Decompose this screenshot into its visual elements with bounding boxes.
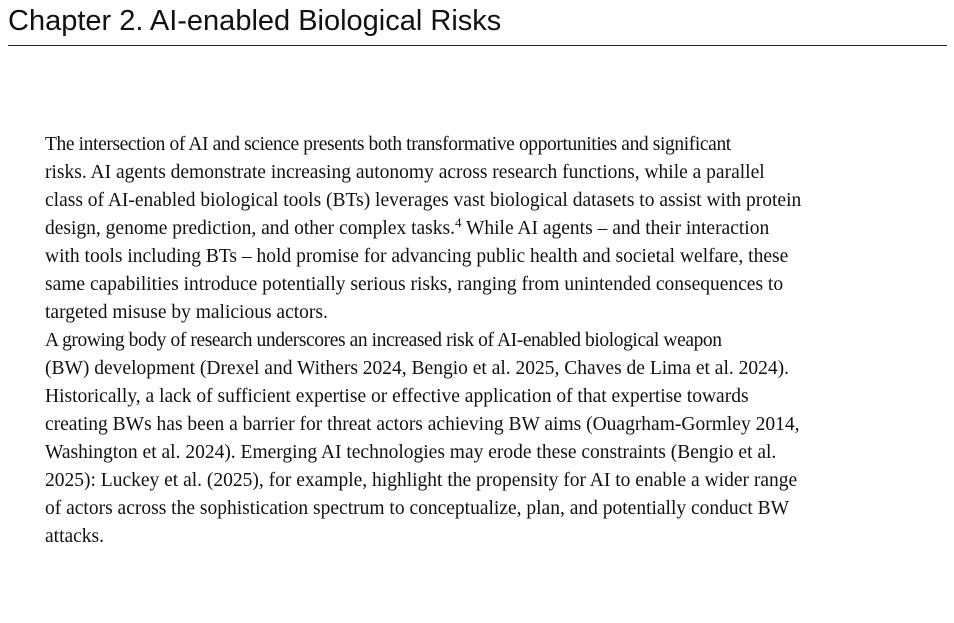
- paragraph-line: 2025): Luckey et al. (2025), for example, highlight the propensity for AI to enable a wider range: [45, 470, 798, 491]
- paragraph-line: class of AI-enabled biological tools (BTs) leverages vast biological datasets to assist with protein: [45, 190, 802, 211]
- paragraph-line: [9, 215, 944, 243]
- paragraph-line: A growing body of research underscores an increased risk of AI-enabled biological weapon: [45, 330, 722, 351]
- title-divider: [8, 45, 947, 46]
- paragraph-1: [9, 131, 944, 327]
- paragraph-line: with tools including BTs – hold promise for advancing public health and societal welfare, these: [45, 246, 789, 267]
- paragraph-line: of actors across the sophistication spectrum to conceptualize, plan, and potentially conduct BW: [45, 498, 790, 519]
- paragraph-line: The intersection of AI and science presents both transformative opportunities and significant: [45, 134, 731, 155]
- paragraph-line: (BW) development (Drexel and Withers 2024, Bengio et al. 2025, Chaves de Lima et al. 2024).: [45, 358, 789, 379]
- paragraph-line: Washington et al. 2024). Emerging AI technologies may erode these constraints (Bengio et al.: [45, 442, 777, 463]
- footnote-reference[interactable]: 4: [454, 215, 462, 230]
- paragraph-line: same capabilities introduce potentially serious risks, ranging from unintended consequences to: [45, 274, 784, 295]
- paragraph-line: creating BWs has been a barrier for threat actors achieving BW aims (Ouagrham-Gormley 2014,: [45, 414, 800, 435]
- paragraph-2: [9, 327, 944, 551]
- paragraph-line: risks. AI agents demonstrate increasing autonomy across research functions, while a parallel: [45, 162, 765, 183]
- chapter-title: Chapter 2. AI-enabled Biological Risks: [8, 5, 502, 37]
- paragraph-line: attacks.: [45, 526, 105, 547]
- paragraph-line-text: design, genome prediction, and other complex tasks.: [45, 218, 455, 239]
- body-text: [9, 131, 944, 551]
- paragraph-line: targeted misuse by malicious actors.: [45, 302, 328, 323]
- paragraph-line: Historically, a lack of sufficient expertise or effective application of that expertise towards: [45, 386, 749, 407]
- paragraph-line-text: While AI agents – and their interaction: [461, 218, 770, 239]
